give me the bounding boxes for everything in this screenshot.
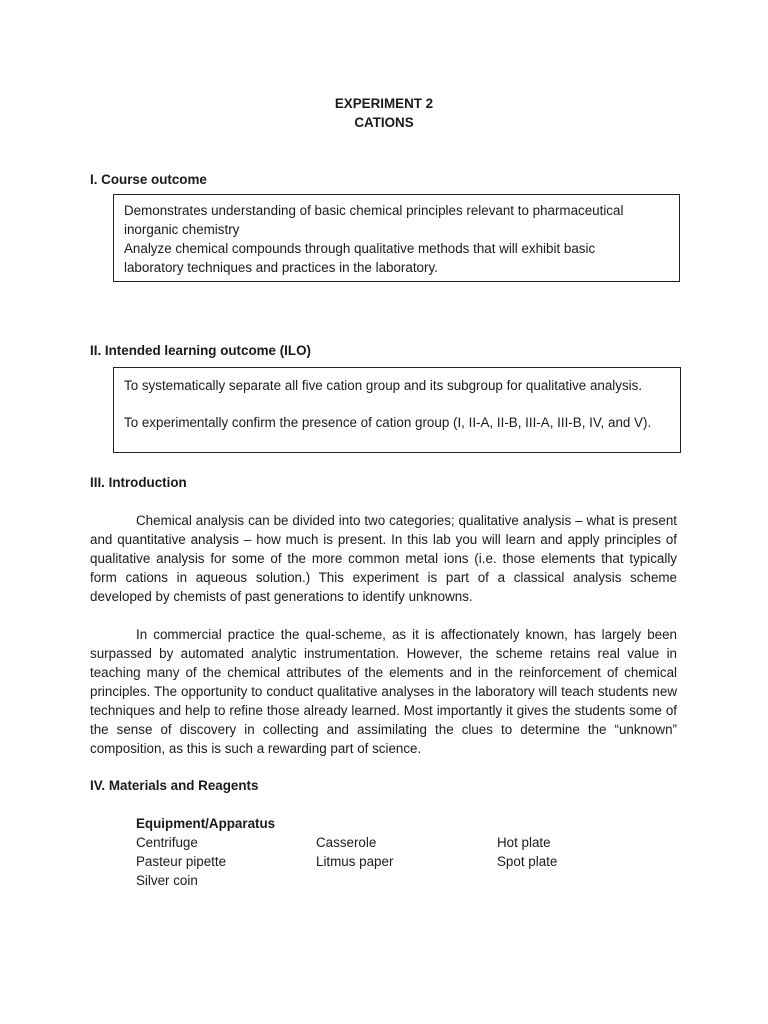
equipment-item: Casserole — [316, 835, 377, 850]
ilo-box — [113, 367, 681, 453]
course-outcome-line: Analyze chemical compounds through qualitative methods that will exhibit basic — [124, 241, 596, 256]
equipment-item: Spot plate — [497, 854, 558, 869]
introduction-paragraph: Chemical analysis can be divided into two categories; qualitative analysis – what is present and quantitative analysis – how much is present. In this lab you will learn and apply principles of qualitative analysis for some of the more common metal ions (i.e. those elements that typically form cations in aqueous solution.) This experiment is part of a classical analysis scheme developed by chemists of past generations to identify unknowns. — [90, 513, 677, 604]
course-outcome-line: inorganic chemistry — [124, 222, 240, 237]
equipment-item: Centrifuge — [136, 835, 198, 850]
equipment-heading: Equipment/Apparatus — [136, 816, 276, 831]
equipment-item: Hot plate — [497, 835, 551, 850]
course-outcome-line: Demonstrates understanding of basic chemical principles relevant to pharmaceutical — [124, 203, 624, 218]
course-outcome-line: laboratory techniques and practices in the laboratory. — [124, 260, 438, 275]
ilo-item: To experimentally confirm the presence of cation group (I, II-A, II-B, III-A, III-B, IV, and V). — [124, 415, 652, 430]
introduction-paragraph: In commercial practice the qual-scheme, as it is affectionately known, has largely been surpassed by automated analytic instrumentation. However, the scheme retains real value in teaching many of the chemical attributes of the elements and in the reinforcement of chemical principles. The opportunity to conduct qualitative analyses in the laboratory will teach students new techniques and help to refine those already learned. Most importantly it gives the students some of the sense of discovery in collecting and assimilating the clues to determine the “unknown” composition, as this is such a rewarding part of science. — [90, 627, 677, 756]
experiment-title: EXPERIMENT 2 — [334, 96, 434, 111]
equipment-item: Pasteur pipette — [136, 854, 227, 869]
materials-heading: IV. Materials and Reagents — [90, 778, 259, 793]
course-outcome-heading: I. Course outcome — [90, 172, 207, 187]
equipment-item: Litmus paper — [316, 854, 394, 869]
experiment-subtitle: CATIONS — [354, 115, 414, 130]
ilo-item: To systematically separate all five cation group and its subgroup for qualitative analysis. — [124, 378, 643, 393]
introduction-heading: III. Introduction — [90, 475, 187, 490]
ilo-heading: II. Intended learning outcome (ILO) — [90, 343, 311, 358]
equipment-item: Silver coin — [136, 873, 198, 888]
course-outcome-box — [113, 194, 680, 282]
